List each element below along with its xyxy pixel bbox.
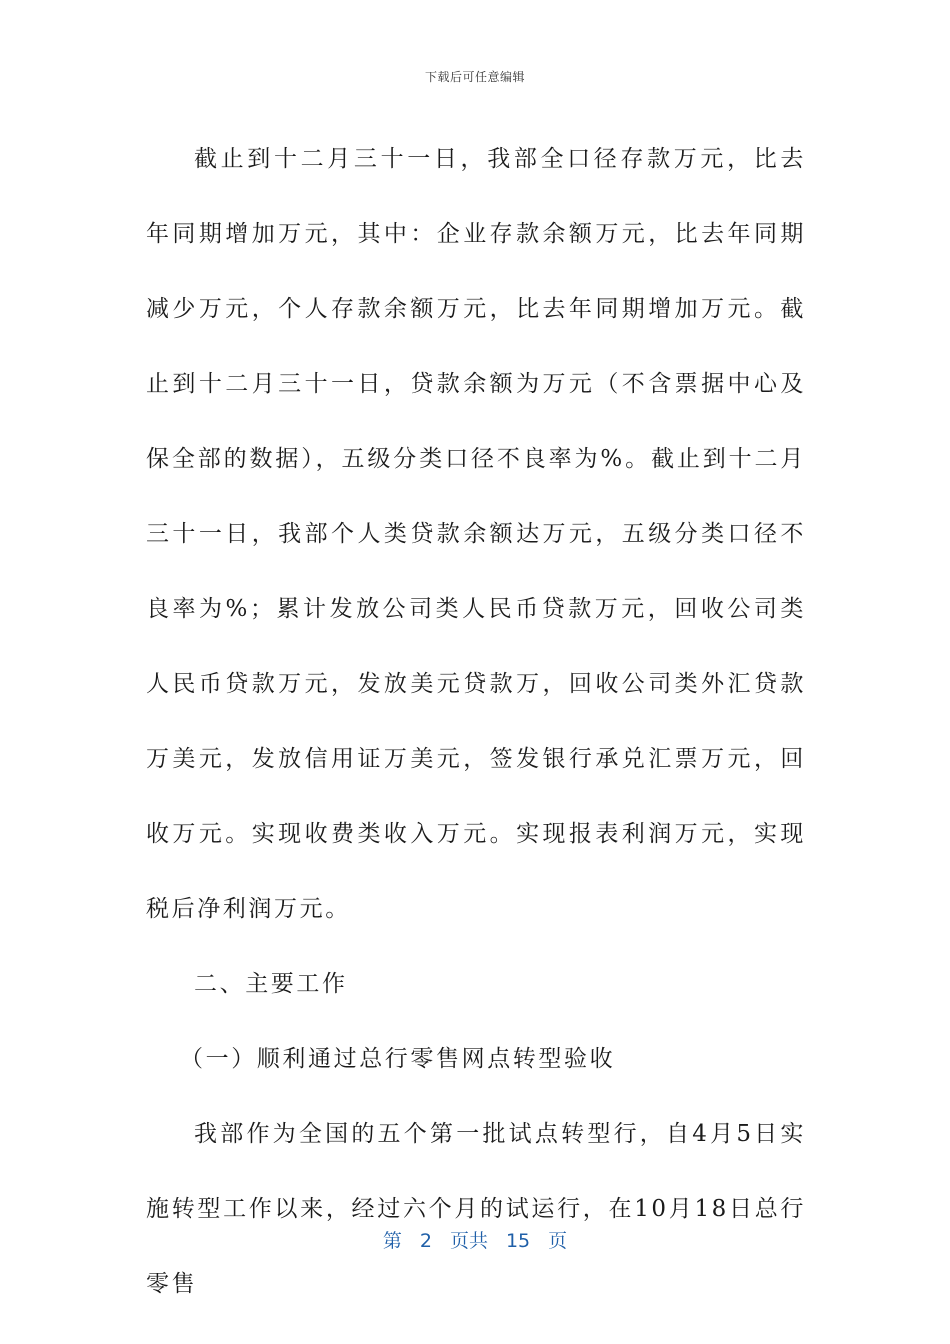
subsection-heading: （一）顺利通过总行零售网点转型验收: [180, 1046, 616, 1072]
page-header: 下载后可任意编辑: [424, 70, 525, 84]
section-heading: 二、主要工作: [194, 971, 348, 997]
document-body: [146, 122, 806, 1322]
footer-suffix: 页: [548, 1230, 568, 1252]
body-paragraph: 我部作为全国的五个第一批试点转型行，自4月5日实施转型工作以来，经过六个月的试运行，在10月18日总行零售: [146, 1121, 806, 1297]
total-pages-number: 15: [505, 1230, 531, 1252]
footer-middle: 页共: [449, 1230, 488, 1252]
current-page-number: 2: [419, 1230, 432, 1252]
footer-prefix: 第: [382, 1230, 402, 1252]
page-footer: [0, 1226, 950, 1253]
body-paragraph: 截止到十二月三十一日，我部全口径存款万元，比去年同期增加万元，其中：企业存款余额万元，比去年同期减少万元，个人存款余额万元，比去年同期增加万元。截止到十二月三十一日，贷款余额为万元（不含票据中心及保全部的数据），五级分类口径不良率为%。截止到十二月三十一日，我部个人类贷款余额达万元，五级分类口径不良率为%；累计发放公司类人民币贷款万元，回收公司类人民币贷款万元，发放美元贷款万，回收公司类外汇贷款万美元，发放信用证万美元，签发银行承兑汇票万元，回收万元。实现收费类收入万元。实现报表利润万元，实现税后净利润万元。: [146, 146, 806, 922]
